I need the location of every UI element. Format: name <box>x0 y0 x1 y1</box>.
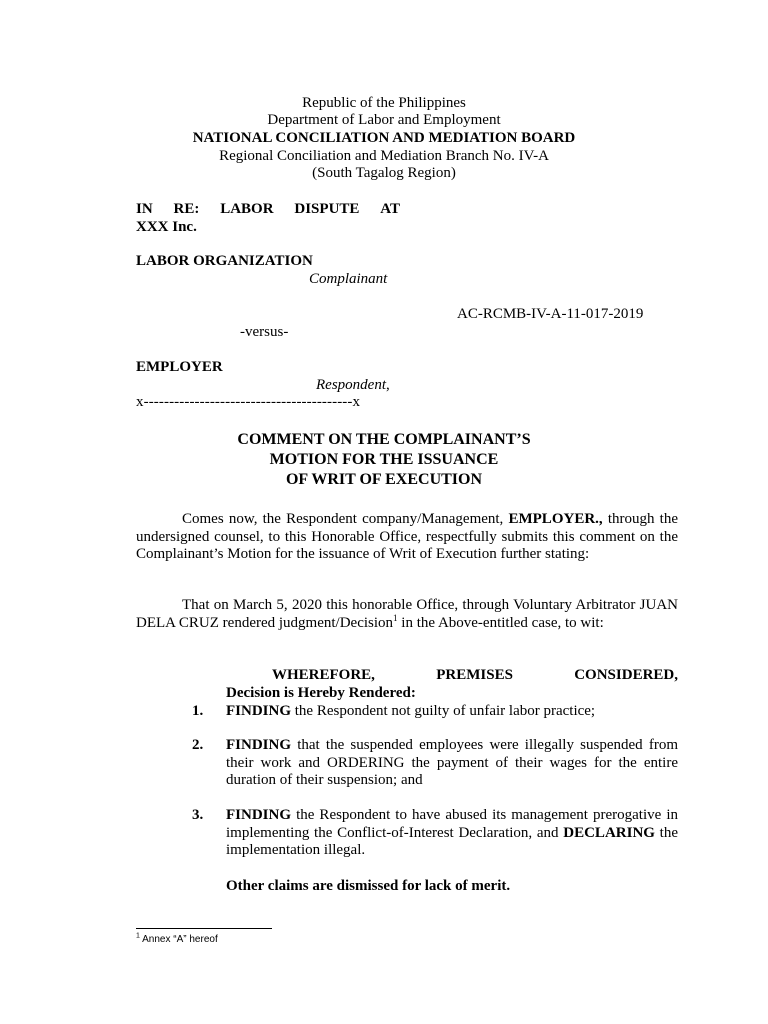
item-lead-declaring: DECLARING <box>563 824 655 841</box>
caption-word: RE: <box>173 201 200 217</box>
respondent-name: EMPLOYER <box>136 359 223 375</box>
employer-name: EMPLOYER., <box>508 511 603 527</box>
item-number: 2. <box>192 737 204 753</box>
item-text: the Respondent not guilty of unfair labor practice; <box>291 703 596 719</box>
document-title-line2: MOTION FOR THE ISSUANCE <box>269 451 499 468</box>
decision-line: Decision is Hereby Rendered: <box>226 685 416 701</box>
wherefore-word: PREMISES <box>436 667 513 683</box>
footnote-text: Annex “A” hereof <box>139 934 218 945</box>
item-number: 3. <box>192 807 204 823</box>
item-lead: FINDING <box>226 737 292 753</box>
paragraph-comes-now <box>136 511 678 564</box>
caption-company: XXX Inc. <box>136 219 197 235</box>
paragraph-text: Comes now, the Respondent company/Management, <box>182 511 509 527</box>
complainant-role: Complainant <box>309 271 388 287</box>
caption-separator: x-----------------------------------------x <box>136 394 361 410</box>
other-claims: Other claims are dismissed for lack of merit. <box>226 878 511 894</box>
paragraph-text: That on March 5, 2020 this honorable Office, through Voluntary Arbitrator JUAN DELA CRUZ rendered judgment/Decision <box>136 597 678 631</box>
paragraph-decision <box>136 597 678 632</box>
item-text: the implementation illegal. <box>226 824 679 858</box>
caption-word: LABOR <box>220 201 274 217</box>
respondent-role: Respondent <box>316 377 386 393</box>
caption-word: DISPUTE <box>294 201 360 217</box>
caption-word: AT <box>380 201 400 217</box>
document-title-line1: COMMENT ON THE COMPLAINANT’S <box>237 431 531 448</box>
item-text: the Respondent to have abused its management prerogative in implementing the Conflict-of-Interest Declaration, and <box>226 807 678 841</box>
document-title-line3: OF WRIT OF EXECUTION <box>285 471 483 488</box>
header-branch: Regional Conciliation and Mediation Branch No. IV-A <box>219 148 549 164</box>
item-number: 1. <box>192 703 204 719</box>
header-region: (South Tagalog Region) <box>312 165 456 181</box>
footnote <box>136 934 218 945</box>
list-item <box>226 703 678 721</box>
item-lead: FINDING <box>226 807 292 823</box>
wherefore-word: CONSIDERED, <box>574 667 678 683</box>
footnote-marker: 1 <box>136 932 140 940</box>
caption-in-re <box>136 201 400 218</box>
respondent-role-comma: , <box>385 377 390 393</box>
item-text: that the suspended employees were illegally suspended from their work and ORDERING the payment of their wages for the entire duration of their suspension; and <box>226 737 678 788</box>
list-item <box>226 737 678 790</box>
list-item <box>226 807 678 860</box>
header-republic: Republic of the Philippines <box>302 95 466 111</box>
respondent-role-line <box>316 377 390 394</box>
header-department: Department of Labor and Employment <box>267 112 501 128</box>
paragraph-text: through the undersigned counsel, to this Honorable Office, respectfully submits this comment on the Complainant’s Motion for the issuance of Writ of Execution further stating: <box>136 511 678 562</box>
case-number: AC-RCMB-IV-A-11-017-2019 <box>457 306 644 322</box>
paragraph-text: in the Above-entitled case, to wit: <box>397 614 604 631</box>
wherefore-line <box>272 667 678 684</box>
footnote-rule <box>136 928 272 929</box>
complainant-name: LABOR ORGANIZATION <box>136 253 313 269</box>
footnote-ref: 1 <box>393 612 398 623</box>
versus-label: -versus- <box>240 324 289 340</box>
wherefore-word: WHEREFORE, <box>272 667 375 683</box>
caption-word: IN <box>136 201 153 217</box>
item-lead: FINDING <box>226 703 292 719</box>
header-board: NATIONAL CONCILIATION AND MEDIATION BOARD <box>192 130 576 146</box>
